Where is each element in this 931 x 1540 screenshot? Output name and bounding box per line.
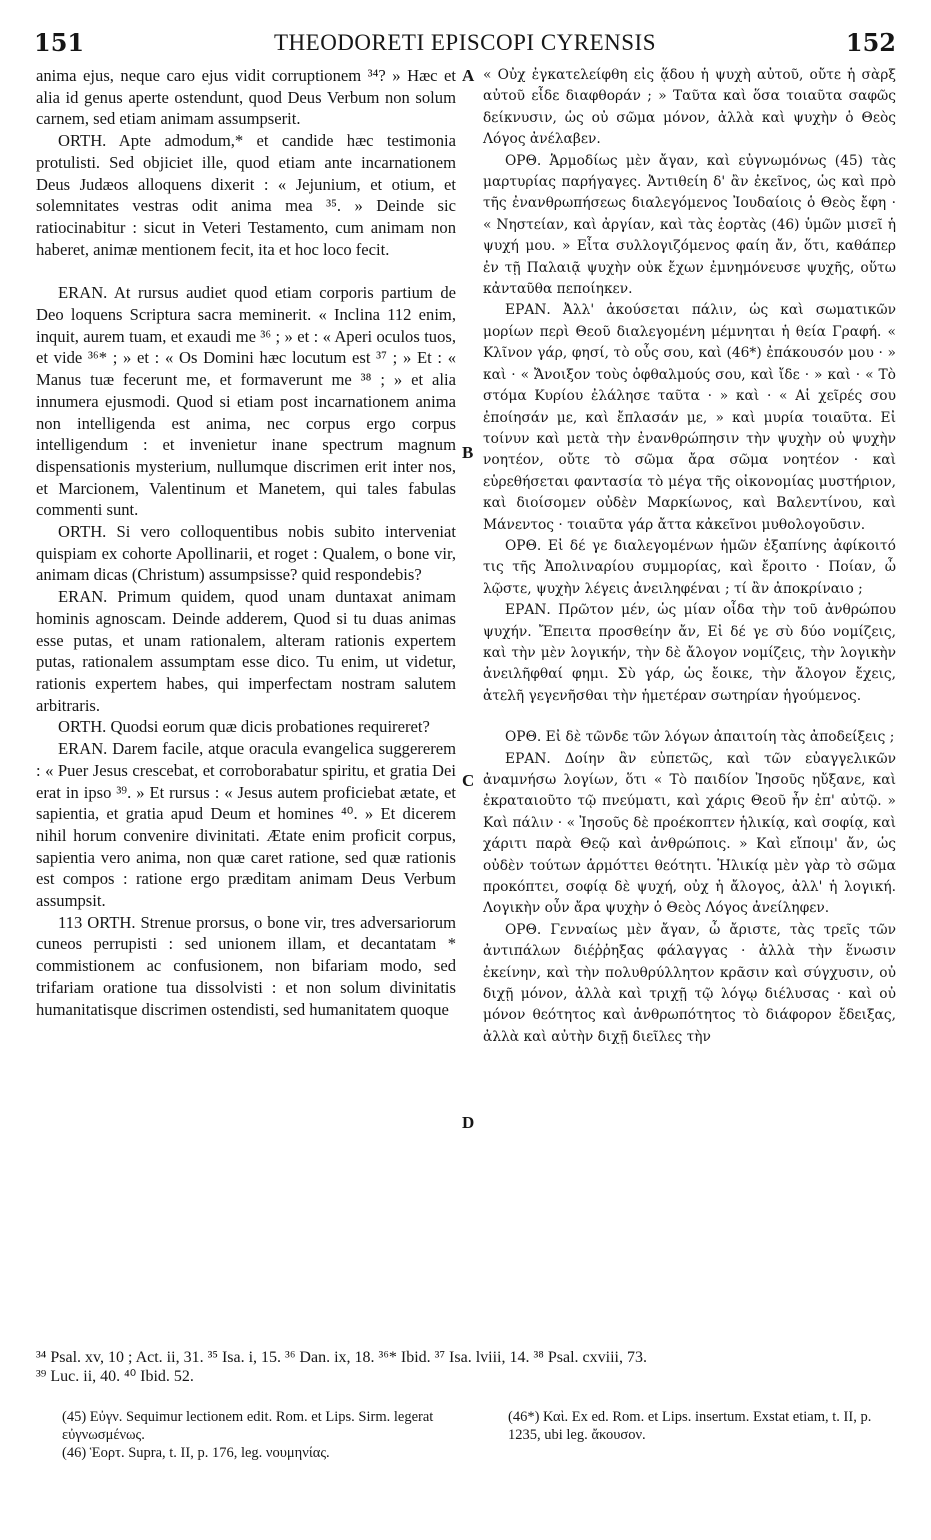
- running-title: THEODORETI EPISCOPI CYRENSIS: [273, 30, 657, 55]
- critical-notes-left: [62, 1408, 462, 1462]
- critical-notes-right: [508, 1408, 898, 1444]
- latin-paragraph: ERAN. Primum quidem, quod unam duntaxat animam hominis agnoscam. Deinde adderem, Quod si tu duas animas esse putas, et unam rationalem, alteram rationis expertem putas, rationalem assumptam esse dico. Tu enim, ut videtur, rationis expertem habes, qui imperfectam nostram salutem arbitraris.: [36, 587, 456, 715]
- latin-paragraph: ERAN. Darem facile, atque oracula evangelica suggererem : « Puer Jesus crescebat, et corroborabatur spiritu, et gratia Dei erat in ipso ³⁹. » Et rursus : « Jesus autem proficiebat ætate, et sapientia, et gratia apud Deum et homines ⁴⁰. » Et dicerem nihil horum convenire divinitati. Ætate enim proficit corpus, sapientia vero anima, non quæ caret ratione, sed quæ rationis est compos : ratione ergo præditam animam Deus Verbum assumpsit.: [36, 739, 456, 911]
- latin-paragraph: 113 ORTH. Strenue prorsus, o bone vir, tres adversariorum cuneos perrupisti : sed unionem illam, et decantatam * commistionem ac confusionem, non bifariam modo, sed trifariam oratione tua dissolvisti : et non solum divinitatis humanitatisque discrimen ostendisti, sed humanitatem quoque: [36, 912, 456, 1019]
- page-number-left: 151: [34, 28, 85, 57]
- page-header: [34, 28, 896, 62]
- margin-marker-b: B: [462, 443, 474, 462]
- critical-note: (46*) Καὶ. Ex ed. Rom. et Lips. insertum. Exstat etiam, t. II, p. 1235, ubi leg. ἄκουσον.: [508, 1409, 872, 1443]
- greek-paragraph: ΟΡΘ. Εἰ δὲ τῶνδε τῶν λόγων ἀπαιτοίη τὰς ἀποδείξεις ;: [505, 729, 895, 746]
- spacer: [36, 260, 456, 282]
- latin-paragraph: anima ejus, neque caro ejus vidit corruptionem ³⁴? » Hæc et alia id genus aperte ostendunt, quod Deus Verbum non solum carnem, sed etiam animam assumpserit.: [36, 66, 456, 129]
- margin-marker-d: D: [462, 1113, 475, 1132]
- greek-paragraph: ΕΡΑΝ. Πρῶτον μέν, ὡς μίαν οἶδα τὴν τοῦ ἀνθρώπου ψυχήν. Ἔπειτα προσθείην ἄν, Εἰ δέ γε σὺ δύο νομίζεις, καὶ τὴν μὲν λογικήν, τὴν δὲ ἄλογον νομίζεις, τὴν λογικὴν ἀνειλῆφθαί φημι. Σὺ γάρ, ὡς ἔοικε, τὴν ἄλογον ἔχεις, ἀτελῆ γεγενῆσθαι τὴν ἡμετέραν σωτηρίαν ἡγούμενος.: [483, 602, 896, 704]
- greek-paragraph: « Οὐχ ἐγκατελείφθη εἰς ᾅδου ἡ ψυχὴ αὐτοῦ, οὔτε ἡ σὰρξ αὐτοῦ εἶδε διαφθοράν ; » Ταῦτα καὶ ὅσα τοιαῦτα σαφῶς δείκνυσιν, ὡς οὐ σῶμα μόνον, ἀλλὰ καὶ ψυχὴν ὁ Θεὸς Λόγος ἀνέλαβεν.: [483, 67, 896, 148]
- greek-paragraph: ΟΡΘ. Εἰ δέ γε διαλεγομένων ἡμῶν ἐξαπίνης ἀφίκοιτό τις τῆς Ἀπολιναρίου συμμορίας, καὶ ἔροιτο · Ποίαν, ὦ λῷστε, ψυχὴν λέγεις ἀνειληφέναι ; τί ἂν ἀποκρίναιο ;: [483, 537, 896, 597]
- footnote-line: ³⁴ Psal. xv, 10 ; Act. ii, 31. ³⁵ Isa. i, 15. ³⁶ Dan. ix, 18. ³⁶* Ibid. ³⁷ Isa. lviii, 14. ³⁸ Psal. cxviii, 73.: [36, 1349, 647, 1366]
- margin-marker-c: C: [462, 771, 475, 790]
- scripture-footnotes: [36, 1348, 898, 1386]
- greek-paragraph: ΕΡΑΝ. Δοίην ἂν εὐπετῶς, καὶ τῶν εὐαγγελικῶν ἀναμνήσω λογίων, ὅτι « Τὸ παιδίον Ἰησοῦς ηὔξανε, καὶ ἐκραταιοῦτο τῷ πνεύματι, καὶ χάρις Θεοῦ ἦν ἐπ' αὐτῷ. » Καὶ πάλιν · « Ἰησοῦς δὲ προέκοπτεν ἡλικίᾳ, καὶ σοφίᾳ, καὶ χάριτι παρὰ Θεῷ καὶ ἀνθρώποις. » Καὶ εἴποιμ' ἄν, ὡς οὐδὲν τούτων ἁρμόττει θεότητι. Ἡλικίᾳ μὲν γὰρ τὸ σῶμα προκόπτει, σοφίᾳ δὲ ψυχή, οὐχ ἡ ἄλογος, ἀλλ' ἡ λογική. Λογικὴν οὖν ἄρα ψυχὴν ὁ Θεὸς Λόγος ἀνείληφεν.: [483, 750, 896, 917]
- spacer: [483, 707, 896, 727]
- latin-paragraph: ORTH. Quodsi eorum quæ dicis probationes requireret?: [58, 717, 430, 737]
- greek-paragraph: ΟΡΘ. Γενναίως μὲν ἄγαν, ὦ ἄριστε, τὰς τρεῖς τῶν ἀντιπάλων διέῤῥηξας φάλαγγας · ἀλλὰ τὴν ἕνωσιν ἐκείνην, καὶ τὴν πολυθρύλλητον κρᾶσιν καὶ σύγχυσιν, οὐ διχῇ μόνον, ἀλλὰ καὶ τριχῇ τῷ λόγῳ διέλυσας · καὶ οὐ μόνον θεότητος καὶ ἀνθρωπότητος τὸ διάφορον ἔδειξας, ἀλλὰ καὶ αὐτὴν διχῇ διεῖλες τὴν: [483, 921, 896, 1045]
- footnote-line: ³⁹ Luc. ii, 40. ⁴⁰ Ibid. 52.: [36, 1368, 194, 1385]
- critical-note: (45) Εὐγν. Sequimur lectionem edit. Rom. et Lips. Sirm. legerat εὐγνωσμένως.: [62, 1409, 434, 1443]
- latin-paragraph: ORTH. Apte admodum,* et candide hæc testimonia protulisti. Sed objiciet ille, quod etiam ante incarnationem Deus Judæos alloquens dixerit : « Jejunium, et otium, et solemnitates vestras odit anima mea ³⁵. » Deinde sic ratiocinabitur : sicut in Veteri Testamento, cum animam non haberet, animæ mentionem fecit, ita et hoc loco fecit.: [36, 131, 456, 259]
- critical-note: (46) Ἑορτ. Supra, t. II, p. 176, leg. νουμηνίας.: [62, 1445, 330, 1461]
- latin-paragraph: ORTH. Si vero colloquentibus nobis subito interveniat quispiam ex cohorte Apollinarii, et roget : Qualem, o bone vir, animam dicas (Christum) assumpsisse? quid respondebis?: [36, 522, 456, 585]
- greek-column: [483, 65, 896, 1048]
- page-number-right: 152: [845, 28, 896, 57]
- greek-paragraph: ΕΡΑΝ. Ἀλλ' ἀκούσεται πάλιν, ὡς καὶ σωματικῶν μορίων περὶ Θεοῦ διαλεγομένη μέμνηται ἡ θεία Γραφή. « Κλῖνον γάρ, φησί, τὸ οὖς σου, καὶ (46*) ἐπάκουσόν μου · » καὶ · « Ἄνοιξον τοὺς ὀφθαλμούς σου, καὶ ἴδε · » καὶ · « Τὸ στόμα Κυρίου ἐλάλησε ταῦτα · » καὶ · « Αἱ χεῖρές σου ἐποίησάν με, καὶ ἔπλασάν με, » καὶ μυρία τοιαῦτα. Εἰ τοίνυν καὶ μετὰ τὴν ἐνανθρώπησιν τὴν ψυχὴν οὐ ψυχὴν νοητέον, οὔτε τὸ σῶμα ἄρα σῶμα νοητέον · καὶ εὑρεθήσεται φαντασία τὸ μέγα τῆς οἰκονομίας μυστήριον, καὶ διοίσομεν οὐδὲν Μαρκίωνος, καὶ Βαλεντίνου, καὶ Μάνεντος · τοιαῦτα γάρ ἄττα κἀκεῖνοι μυθολογοῦσιν.: [483, 302, 896, 533]
- margin-marker-a: A: [462, 66, 475, 85]
- latin-column: [36, 65, 456, 1020]
- latin-paragraph: ERAN. At rursus audiet quod etiam corporis partium de Deo loquens Scriptura sacra meminerit. « Inclina 112 enim, inquit, aurem tuam, et exaudi me ³⁶ ; » et : « Aperi oculos tuos, et vide ³⁶* ; » et : « Os Domini hæc locutum est ³⁷ ; » Et : « Manus tuæ fecerunt me, et formaverunt me ³⁸ ; » et alia innumera ejusmodi. Quod si etiam post incarnationem anima non intelligenda est anima, nec corpus ergo corpus intelligendum : et invenietur inane spectrum magnum dispensationis mysterium, nullumque discrimen erit inter nos, et Marcionem, Valentinum et Manetem, qui tales fabulas commenti sunt.: [36, 283, 456, 520]
- greek-paragraph: ΟΡΘ. Ἁρμοδίως μὲν ἄγαν, καὶ εὐγνωμόνως (45) τὰς μαρτυρίας παρήγαγες. Ἀντιθείη δ' ἂν ἐκεῖνος, ὡς καὶ πρὸ τῆς ἐνανθρωπήσεως διαλεγόμενος Ἰουδαίοις ὁ Θεὸς ἔφη · « Νηστείαν, καὶ ἀργίαν, καὶ τὰς ἑορτὰς (46) ὑμῶν μισεῖ ἡ ψυχή μου. » Εἶτα συλλογιζόμενος φαίη ἄν, ὅτι, καθάπερ ἐν τῇ Παλαιᾷ ψυχὴν οὐκ ἔχων ἐμνημόνευσε ψυχῆς, οὕτω κἀνταῦθα πεποίηκεν.: [483, 152, 896, 298]
